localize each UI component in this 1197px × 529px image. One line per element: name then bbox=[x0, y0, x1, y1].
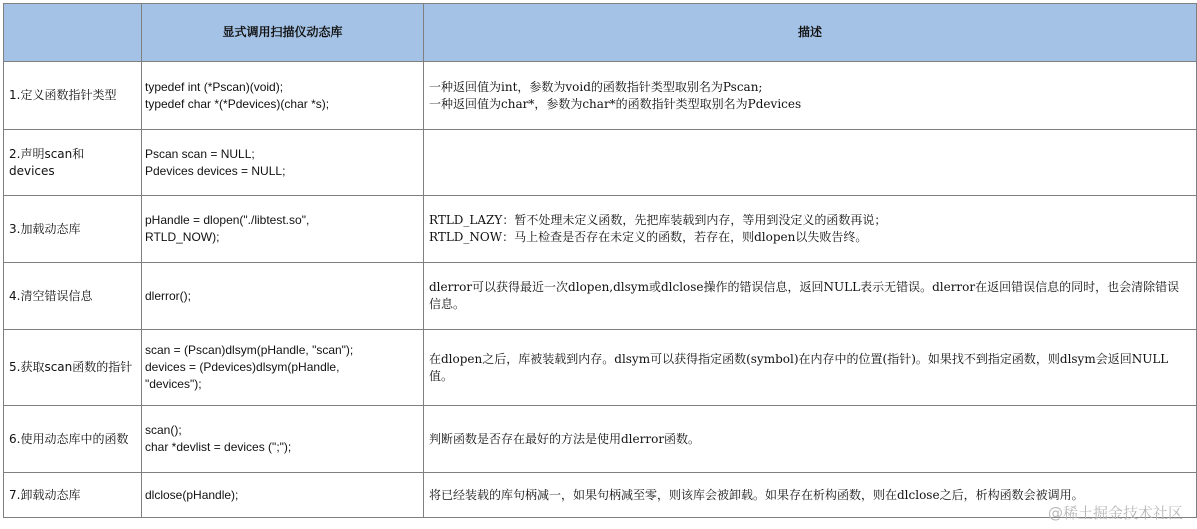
description-cell bbox=[424, 406, 1197, 473]
header-description: 描述 bbox=[424, 4, 1197, 62]
description-cell bbox=[424, 330, 1197, 406]
description-cell bbox=[424, 62, 1197, 130]
step-cell bbox=[4, 330, 142, 406]
description-text: 将已经装载的库句柄减一，如果句柄减至零，则该库会被卸载。如果存在析构函数，则在dlclose之后，析构函数会被调用。 bbox=[429, 487, 1084, 502]
step-cell bbox=[4, 196, 142, 263]
code-line: "devices"); bbox=[145, 377, 202, 391]
step-cell bbox=[4, 130, 142, 196]
table-row bbox=[4, 406, 1197, 473]
code-line: dlerror(); bbox=[145, 288, 192, 303]
code-line: scan = (Pscan)dlsym(pHandle, "scan"); bbox=[145, 343, 354, 357]
header-code: 显式调用扫描仪动态库 bbox=[142, 4, 424, 62]
code-line: typedef char *(*Pdevices)(char *s); bbox=[145, 96, 330, 111]
description-cell bbox=[424, 130, 1197, 196]
step-cell bbox=[4, 62, 142, 130]
table-row bbox=[4, 130, 1197, 196]
code-line: scan(); bbox=[145, 423, 182, 437]
code-line: RTLD_NOW); bbox=[145, 230, 220, 244]
dlopen-steps-table bbox=[3, 3, 1197, 518]
code-cell bbox=[142, 330, 424, 406]
table-row bbox=[4, 263, 1197, 330]
step-label: 7.卸载动态库 bbox=[9, 487, 81, 502]
table-row bbox=[4, 196, 1197, 263]
table-row bbox=[4, 330, 1197, 406]
code-cell bbox=[142, 473, 424, 518]
description-cell bbox=[424, 263, 1197, 330]
description-text: 在dlopen之后，库被装载到内存。dlsym可以获得指定函数(symbol)在内存中的位置(指针)。如果找不到指定函数，则dlsym会返回NULL值。 bbox=[429, 351, 1169, 383]
code-line: Pscan scan = NULL; bbox=[145, 146, 255, 161]
description-text: 判断函数是否存在最好的方法是使用dlerror函数。 bbox=[429, 431, 701, 446]
code-cell bbox=[142, 130, 424, 196]
step-label: 4.清空错误信息 bbox=[9, 288, 93, 303]
code-cell bbox=[142, 196, 424, 263]
description-line: RTLD_LAZY：暂不处理未定义函数，先把库装载到内存，等用到没定义的函数再说； bbox=[429, 213, 887, 227]
table-row bbox=[4, 62, 1197, 130]
watermark: @稀土掘金技术社区 bbox=[1047, 504, 1183, 522]
description-line: 一种返回值为int，参数为void的函数指针类型取别名为Pscan; bbox=[429, 79, 763, 94]
code-cell bbox=[142, 406, 424, 473]
step-cell bbox=[4, 406, 142, 473]
step-label: 1.定义函数指针类型 bbox=[9, 88, 117, 102]
code-line: Pdevices devices = NULL; bbox=[145, 163, 286, 178]
step-label: 2.声明scan和devices bbox=[9, 146, 85, 178]
description-text: dlerror可以获得最近一次dlopen,dlsym或dlclose操作的错误信息，返回NULL表示无错误。dlerror在返回错误信息的同时，也会清除错误信息。 bbox=[429, 280, 1180, 311]
code-cell bbox=[142, 62, 424, 130]
header-step bbox=[4, 4, 142, 62]
description-line: 一种返回值为char*，参数为char*的函数指针类型取别名为Pdevices bbox=[429, 96, 802, 111]
table-row bbox=[4, 473, 1197, 518]
code-line: char *devlist = devices (";"); bbox=[145, 440, 292, 454]
description-line: RTLD_NOW：马上检查是否存在未定义的函数，若存在，则dlopen以失败告终。 bbox=[429, 230, 868, 244]
code-line: typedef int (*Pscan)(void); bbox=[145, 79, 284, 94]
code-cell bbox=[142, 263, 424, 330]
description-cell bbox=[424, 196, 1197, 263]
code-line: devices = (Pdevices)dlsym(pHandle, bbox=[145, 360, 340, 374]
code-line: dlclose(pHandle); bbox=[145, 487, 239, 502]
code-line: pHandle = dlopen("./libtest.so", bbox=[145, 213, 310, 227]
step-label: 5.获取scan函数的指针 bbox=[9, 360, 133, 374]
step-cell bbox=[4, 263, 142, 330]
step-cell bbox=[4, 473, 142, 518]
step-label: 6.使用动态库中的函数 bbox=[9, 431, 129, 446]
table-header-row bbox=[4, 4, 1197, 62]
step-label: 3.加载动态库 bbox=[9, 221, 81, 236]
